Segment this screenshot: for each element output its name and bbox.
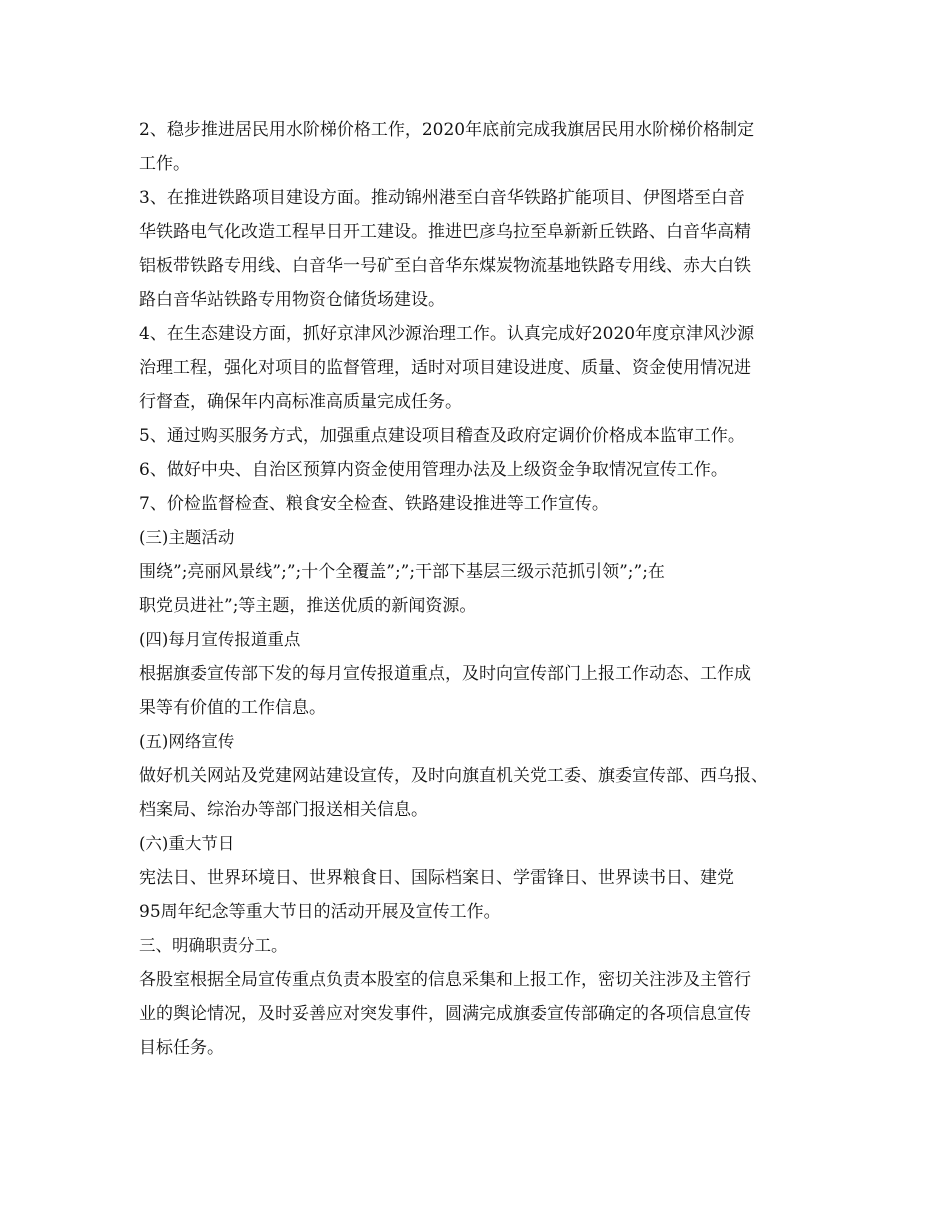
- section-heading: (五)网络宣传: [139, 732, 235, 751]
- paragraph-line: 业的舆论情况，及时妥善应对突发事件，圆满完成旗委宣传部确定的各项信息宣传: [139, 1004, 751, 1024]
- paragraph-line: 6、做好中央、自治区预算内资金使用管理办法及上级资金争取情况宣传工作。: [139, 460, 728, 480]
- paragraph-line: 治理工程，强化对项目的监督管理，适时对项目建设进度、质量、资金使用情况进: [139, 358, 751, 378]
- paragraph-line: 行督查，确保年内高标准高质量完成任务。: [139, 392, 462, 412]
- section-heading: 三、明确职责分工。: [139, 936, 288, 955]
- paragraph-line: 7、价检监督检查、粮食安全检查、铁路建设推进等工作宣传。: [139, 494, 609, 514]
- paragraph-line: 95周年纪念等重大节日的活动开展及宣传工作。: [139, 902, 501, 922]
- paragraph-line: 各股室根据全局宣传重点负责本股室的信息采集和上报工作，密切关注涉及主管行: [139, 970, 751, 990]
- paragraph-line: 4、在生态建设方面，抓好京津风沙源治理工作。认真完成好2020年度京津风沙源: [139, 324, 755, 344]
- paragraph-line: 做好机关网站及党建网站建设宣传，及时向旗直机关党工委、旗委宣传部、西乌报、: [139, 766, 768, 786]
- paragraph-line: 华铁路电气化改造工程早日开工建设。推进巴彦乌拉至阜新新丘铁路、白音华高精: [139, 222, 751, 242]
- paragraph-line: 2、稳步推进居民用水阶梯价格工作，2020年底前完成我旗居民用水阶梯价格制定: [139, 120, 755, 140]
- paragraph-line: 档案局、综治办等部门报送相关信息。: [139, 800, 428, 820]
- paragraph-line: 铝板带铁路专用线、白音华一号矿至白音华东煤炭物流基地铁路专用线、赤大白铁: [139, 256, 751, 276]
- paragraph-line: 果等有价值的工作信息。: [139, 698, 326, 718]
- paragraph-line: 职党员进社”;等主题，推送优质的新闻资源。: [139, 596, 477, 616]
- document-body: [139, 113, 839, 1065]
- paragraph-line: 路白音华站铁路专用物资仓储货场建设。: [139, 290, 445, 310]
- paragraph-line: 5、通过购买服务方式，加强重点建设项目稽查及政府定调价价格成本监审工作。: [139, 426, 745, 446]
- paragraph-line: 工作。: [139, 154, 190, 174]
- paragraph-line: 围绕”;亮丽风景线”;”;十个全覆盖”;”;干部下基层三级示范抓引领”;”;在: [139, 562, 665, 582]
- paragraph-line: 宪法日、世界环境日、世界粮食日、国际档案日、学雷锋日、世界读书日、建党: [139, 868, 734, 888]
- paragraph-line: 3、在推进铁路项目建设方面。推动锦州港至白音华铁路扩能项目、伊图塔至白音: [139, 188, 745, 208]
- paragraph-line: 根据旗委宣传部下发的每月宣传报道重点，及时向宣传部门上报工作动态、工作成: [139, 664, 751, 684]
- section-heading: (三)主题活动: [139, 528, 235, 547]
- paragraph-line: 目标任务。: [139, 1038, 224, 1058]
- section-heading: (六)重大节日: [139, 834, 235, 853]
- section-heading: (四)每月宣传报道重点: [139, 630, 301, 649]
